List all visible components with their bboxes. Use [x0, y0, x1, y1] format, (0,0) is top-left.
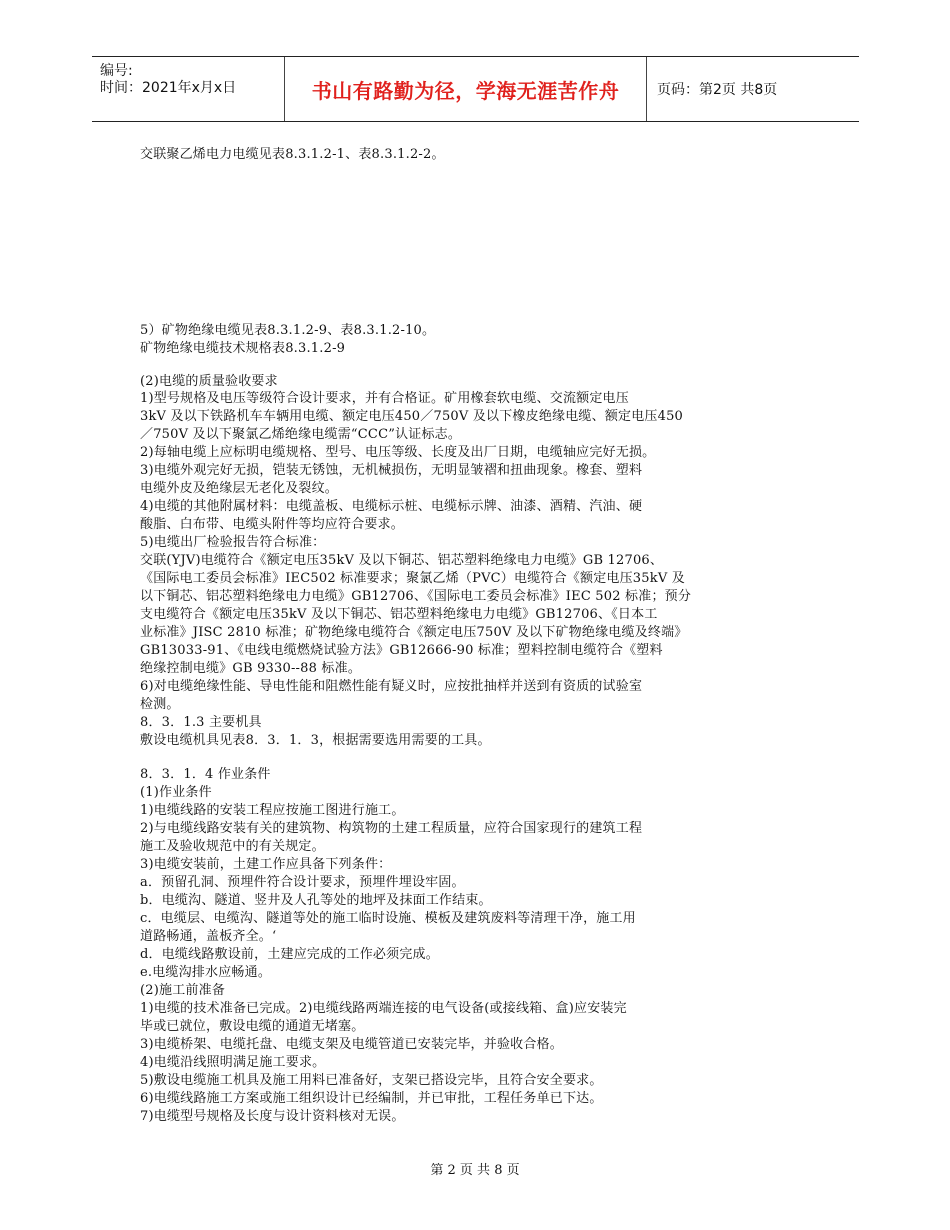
body-line: 交联(YJV)电缆符合《额定电压35kV 及以下铜芯、铝芯塑料绝缘电力电缆》GB 12706、 — [140, 553, 664, 568]
body-line: 矿物绝缘电缆技术规格表8.3.1.2-9 — [140, 341, 346, 356]
body-line: 5）矿物绝缘电缆见表8.3.1.2-9、表8.3.1.2-10。 — [140, 323, 436, 338]
body-line: 4)电缆的其他附属材料：电缆盖板、电缆标示桩、电缆标示牌、油漆、酒精、汽油、硬 — [140, 499, 643, 514]
header-meta — [92, 57, 285, 121]
body-line: 检测。 — [140, 697, 180, 712]
body-line: 6)电缆线路施工方案或施工组织设计已经编制，并已审批，工程任务单已下达。 — [140, 1091, 603, 1106]
body-line: b．电缆沟、隧道、竖井及人孔等处的地坪及抹面工作结束。 — [140, 893, 492, 908]
body-line: (2)施工前准备 — [140, 983, 226, 998]
body-line: 敷设电缆机具见表8．3．1．3，根据需要选用需要的工具。 — [140, 733, 491, 748]
body-line: 1)电缆的技术准备已完成。2)电缆线路两端连接的电气设备(或接线箱、盒)应安装完 — [140, 1001, 627, 1016]
header-motto-cell — [285, 57, 647, 121]
body-line: e.电缆沟排水应畅通。 — [140, 965, 272, 980]
document-number-label: 编号: — [100, 63, 133, 79]
body-line: 交联聚乙烯电力电缆见表8.3.1.2-1、表8.3.1.2-2。 — [140, 147, 445, 162]
body-line: 3)电缆桥架、电缆托盘、电缆支架及电缆管道已安装完毕，并验收合格。 — [140, 1037, 563, 1052]
body-line: 毕或已就位，敷设电缆的通道无堵塞。 — [140, 1019, 365, 1034]
page-footer: 第 2 页 共 8 页 — [430, 1163, 520, 1178]
body-line: d．电缆线路敷设前，土建应完成的工作必须完成。 — [140, 947, 439, 962]
body-line: 6)对电缆绝缘性能、导电性能和阻燃性能有疑义时，应按批抽样并送到有资质的试验室 — [140, 679, 643, 694]
body-line: 道路畅通，盖板齐全。‘ — [140, 929, 277, 944]
body-line: 3)电缆安装前，土建工作应具备下列条件： — [140, 857, 392, 872]
body-line: 2)与电缆线路安装有关的建筑物、构筑物的土建工程质量，应符合国家现行的建筑工程 — [140, 821, 643, 836]
body-line: 电缆外皮及绝缘层无老化及裂纹。 — [140, 481, 339, 496]
body-line: 2)每轴电缆上应标明电缆规格、型号、电压等级、长度及出厂日期，电缆轴应完好无损。 — [140, 445, 656, 460]
header-page-cell — [647, 57, 859, 121]
body-line: a．预留孔洞、预埋件符合设计要求，预埋件埋设牢固。 — [140, 875, 465, 890]
body-line: 1)型号规格及电压等级符合设计要求，并有合格证。矿用橡套软电缆、交流额定电压 — [140, 391, 629, 406]
body-line: 3)电缆外观完好无损，铠装无锈蚀，无机械损伤，无明显皱褶和扭曲现象。橡套、塑料 — [140, 463, 643, 478]
body-line: 酸脂、白布带、电缆头附件等均应符合要求。 — [140, 517, 405, 532]
body-line: 施工及验收规范中的有关规定。 — [140, 839, 325, 854]
body-line: GB13033-91、《电线电缆燃烧试验方法》GB12666-90 标准；塑料控制电缆符合《塑料 — [140, 643, 663, 658]
header-motto: 书山有路勤为径，学海无涯苦作舟 — [311, 78, 620, 103]
body-line: 5)电缆出厂检验报告符合标准： — [140, 535, 326, 550]
section-heading: 8．3．1.3 主要机具 — [140, 715, 262, 730]
body-line: 4)电缆沿线照明满足施工要求。 — [140, 1055, 326, 1070]
body-line: c．电缆层、电缆沟、隧道等处的施工临时设施、模板及建筑废料等清理干净，施工用 — [140, 911, 636, 926]
body-line: 5)敷设电缆施工机具及施工用料已准备好，支架已搭设完毕，且符合安全要求。 — [140, 1073, 603, 1088]
section-heading: (2)电缆的质量验收要求 — [140, 374, 278, 389]
body-line: ／750V 及以下聚氯乙烯绝缘电缆需“CCC”认证标志。 — [140, 427, 462, 442]
body-line: 1)电缆线路的安装工程应按施工图进行施工。 — [140, 803, 405, 818]
body-line: 3kV 及以下铁路机车车辆用电缆、额定电压450／750V 及以下橡皮绝缘电缆、额定电压450 — [140, 409, 684, 424]
document-time-label: 时间：2021年x月x日 — [100, 80, 237, 96]
body-line: (1)作业条件 — [140, 785, 212, 800]
section-heading: 8．3．1．4 作业条件 — [140, 767, 271, 782]
body-line: 以下铜芯、铝芯塑料绝缘电力电缆》GB12706、《国际电工委员会标准》IEC 502 标准；预分 — [140, 589, 692, 604]
header-page-info: 页码：第2页 共8页 — [657, 82, 778, 98]
body-line: 《国际电工委员会标准》IEC502 标准要求；聚氯乙烯（PVC）电缆符合《额定电压35kV 及 — [140, 571, 685, 586]
body-line: 支电缆符合《额定电压35kV 及以下铜芯、铝芯塑料绝缘电力电缆》GB12706、《日本工 — [140, 607, 658, 622]
page-header — [92, 56, 859, 122]
body-line: 7)电缆型号规格及长度与设计资料核对无误。 — [140, 1109, 405, 1124]
body-line: 业标准》JISC 2810 标准；矿物绝缘电缆符合《额定电压750V 及以下矿物绝缘电缆及终端》 — [140, 625, 688, 640]
body-line: 绝缘控制电缆》GB 9330--88 标准。 — [140, 661, 362, 676]
